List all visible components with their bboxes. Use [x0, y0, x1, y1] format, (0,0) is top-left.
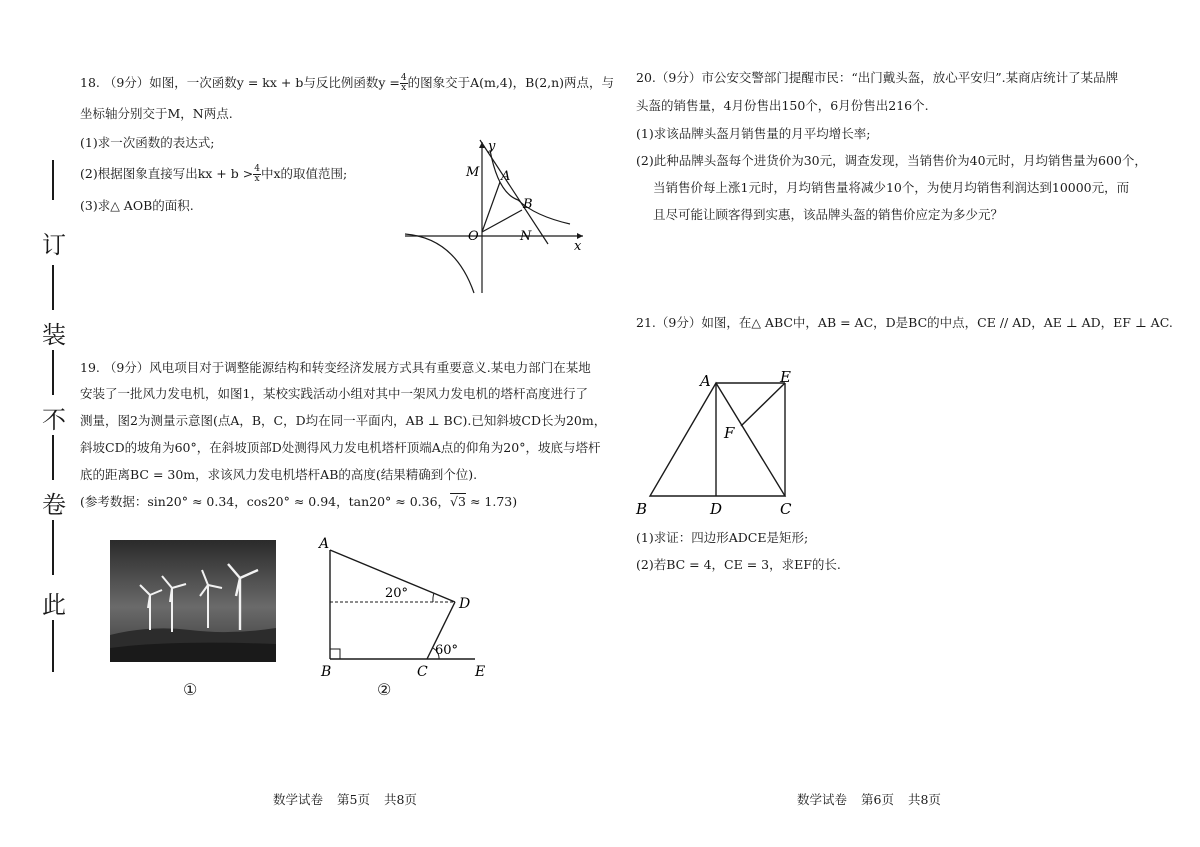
margin-word-zhuang: 装 — [42, 321, 66, 349]
q20-part2-line3: 且尽可能让顾客得到实惠，该品牌头盔的销售价应定为多少元？ — [653, 207, 1004, 222]
margin-word-ding: 订 — [42, 231, 66, 259]
right-angle-mark — [330, 649, 340, 659]
hyperbola-branch-1 — [490, 150, 570, 224]
label-D: D — [459, 596, 471, 612]
segment-OB — [482, 210, 522, 232]
margin-rule — [52, 435, 54, 480]
q19-line2: 安装了一批风力发电机，如图1，某校实践活动小组对其中一架风力发电机的塔杆高度进行了 — [80, 386, 588, 401]
q21-figure — [630, 366, 805, 521]
label-E: E — [780, 368, 791, 386]
q19-line4: 斜坡CD的坡角为60°，在斜坡顶部D处测得风力发电机塔杆顶端A点的仰角为20°，坡底与塔杆 — [80, 440, 601, 455]
q21-part1: (1)求证：四边形ADCE是矩形; — [636, 530, 809, 545]
footer-left — [273, 790, 431, 808]
segment-OA — [482, 182, 500, 232]
q18-frac-den: x — [401, 83, 407, 93]
figure-2-caption: ② — [377, 680, 392, 699]
margin-rule — [52, 620, 54, 672]
q18-stem-text-2: 的图象交于A(m,4)，B(2,n)两点，与 — [407, 75, 615, 90]
q18-part3: (3)求△ AOB的面积. — [80, 198, 194, 213]
wind-turbine-photo — [110, 540, 276, 662]
q18-stem-text: 18. （9分）如图，一次函数y = kx + b与反比例函数y = — [80, 75, 400, 90]
label-A: A — [501, 169, 511, 184]
label-N: N — [520, 229, 532, 244]
label-A: A — [319, 536, 330, 552]
label-F: F — [724, 424, 735, 442]
q20-line1: 20.（9分）市公安交警部门提醒市民：“出门戴头盔，放心平安归”.某商店统计了某品牌 — [636, 70, 1119, 85]
label-angle-20: 20° — [385, 586, 409, 601]
q20-part2-line2: 当销售价每上涨1元时，月均销售量将减少10个，为使月均销售利润达到10000元，而 — [653, 180, 1130, 195]
q19-line5: 底的距离BC = 30m，求该风力发电机塔杆AB的高度(结果精确到个位). — [80, 467, 478, 482]
q18-part1: (1)求一次函数的表达式; — [80, 135, 215, 150]
q20-part1: (1)求该品牌头盔月销售量的月平均增长率; — [636, 126, 871, 141]
q19-line3: 测量，图2为测量示意图(点A，B，C，D均在同一平面内，AB ⊥ BC).已知斜坡CD长为20m， — [80, 413, 607, 428]
hyperbola-branch-2 — [405, 234, 474, 293]
figure-1-caption: ① — [183, 680, 198, 699]
margin-rule — [52, 265, 54, 310]
label-E: E — [475, 664, 486, 680]
q19-ref-text: (参考数据：sin20° ≈ 0.34，cos20° ≈ 0.94，tan20° ≈ 0.36， — [80, 494, 451, 509]
q18-figure — [400, 138, 590, 298]
footer-right — [797, 790, 955, 808]
q18-frac-num: 4 — [400, 73, 407, 83]
footer-page: 第5页 — [337, 792, 370, 807]
q18-fraction — [400, 74, 408, 93]
label-C: C — [417, 664, 428, 680]
q18-part2 — [80, 165, 347, 184]
q20-line2: 头盔的销售量，4月份售出150个，6月份售出216个. — [636, 98, 929, 113]
label-O: O — [468, 229, 479, 244]
q20-part2-line1: (2)此种品牌头盔每个进货价为30元，调查发现，当销售价为40元时，月均销售量为600个， — [636, 153, 1147, 168]
label-y: y — [488, 139, 496, 154]
triangle-ABC — [650, 383, 785, 496]
margin-word-ci: 此 — [42, 591, 66, 619]
q19-reference-data — [80, 494, 517, 510]
q19-ref-sqrt: √3 — [450, 494, 466, 509]
footer-total: 共8页 — [383, 792, 417, 807]
label-x: x — [574, 239, 582, 254]
margin-rule — [52, 520, 54, 575]
margin-word-bu: 不 — [42, 406, 66, 434]
q18-part2-text-2: 中x的取值范围; — [260, 166, 348, 181]
q19-ref-tail: ≈ 1.73) — [465, 494, 518, 509]
label-D: D — [710, 500, 723, 518]
q21-stem: 21.（9分）如图，在△ ABC中，AB = AC，D是BC的中点，CE // AD，AE ⊥ AD，EF ⊥ AC. — [636, 315, 1173, 330]
label-B: B — [523, 197, 533, 212]
label-A: A — [700, 372, 711, 390]
q18-part2-text: (2)根据图象直接写出kx + b > — [80, 166, 254, 181]
footer-subject: 数学试卷 — [797, 792, 848, 807]
footer-total: 共8页 — [907, 792, 941, 807]
footer-subject: 数学试卷 — [273, 792, 324, 807]
q18-part2-fraction — [253, 165, 261, 184]
q18-part2-frac-den: x — [254, 174, 260, 184]
photo-foreground — [110, 643, 276, 662]
margin-word-juan: 卷 — [42, 491, 66, 519]
linear-function-line — [480, 140, 548, 244]
footer-page: 第6页 — [861, 792, 894, 807]
q18-stem-line2: 坐标轴分别交于M，N两点. — [80, 106, 233, 121]
label-B: B — [636, 500, 648, 518]
margin-rule — [52, 160, 54, 200]
angle-20-arc — [433, 593, 434, 602]
label-B: B — [321, 664, 332, 680]
segment-EF — [741, 383, 785, 426]
label-C: C — [780, 500, 792, 518]
label-angle-60: 60° — [435, 643, 459, 658]
q19-line1: 19. （9分）风电项目对于调整能源结构和转变经济发展方式具有重要意义.某电力部门在某地 — [80, 360, 591, 375]
label-M: M — [466, 165, 480, 180]
q18-stem-line1 — [80, 74, 614, 93]
q21-part2: (2)若BC = 4，CE = 3，求EF的长. — [636, 557, 841, 572]
measurement-diagram — [315, 532, 495, 682]
q18-part2-frac-num: 4 — [254, 164, 260, 174]
margin-rule — [52, 350, 54, 395]
